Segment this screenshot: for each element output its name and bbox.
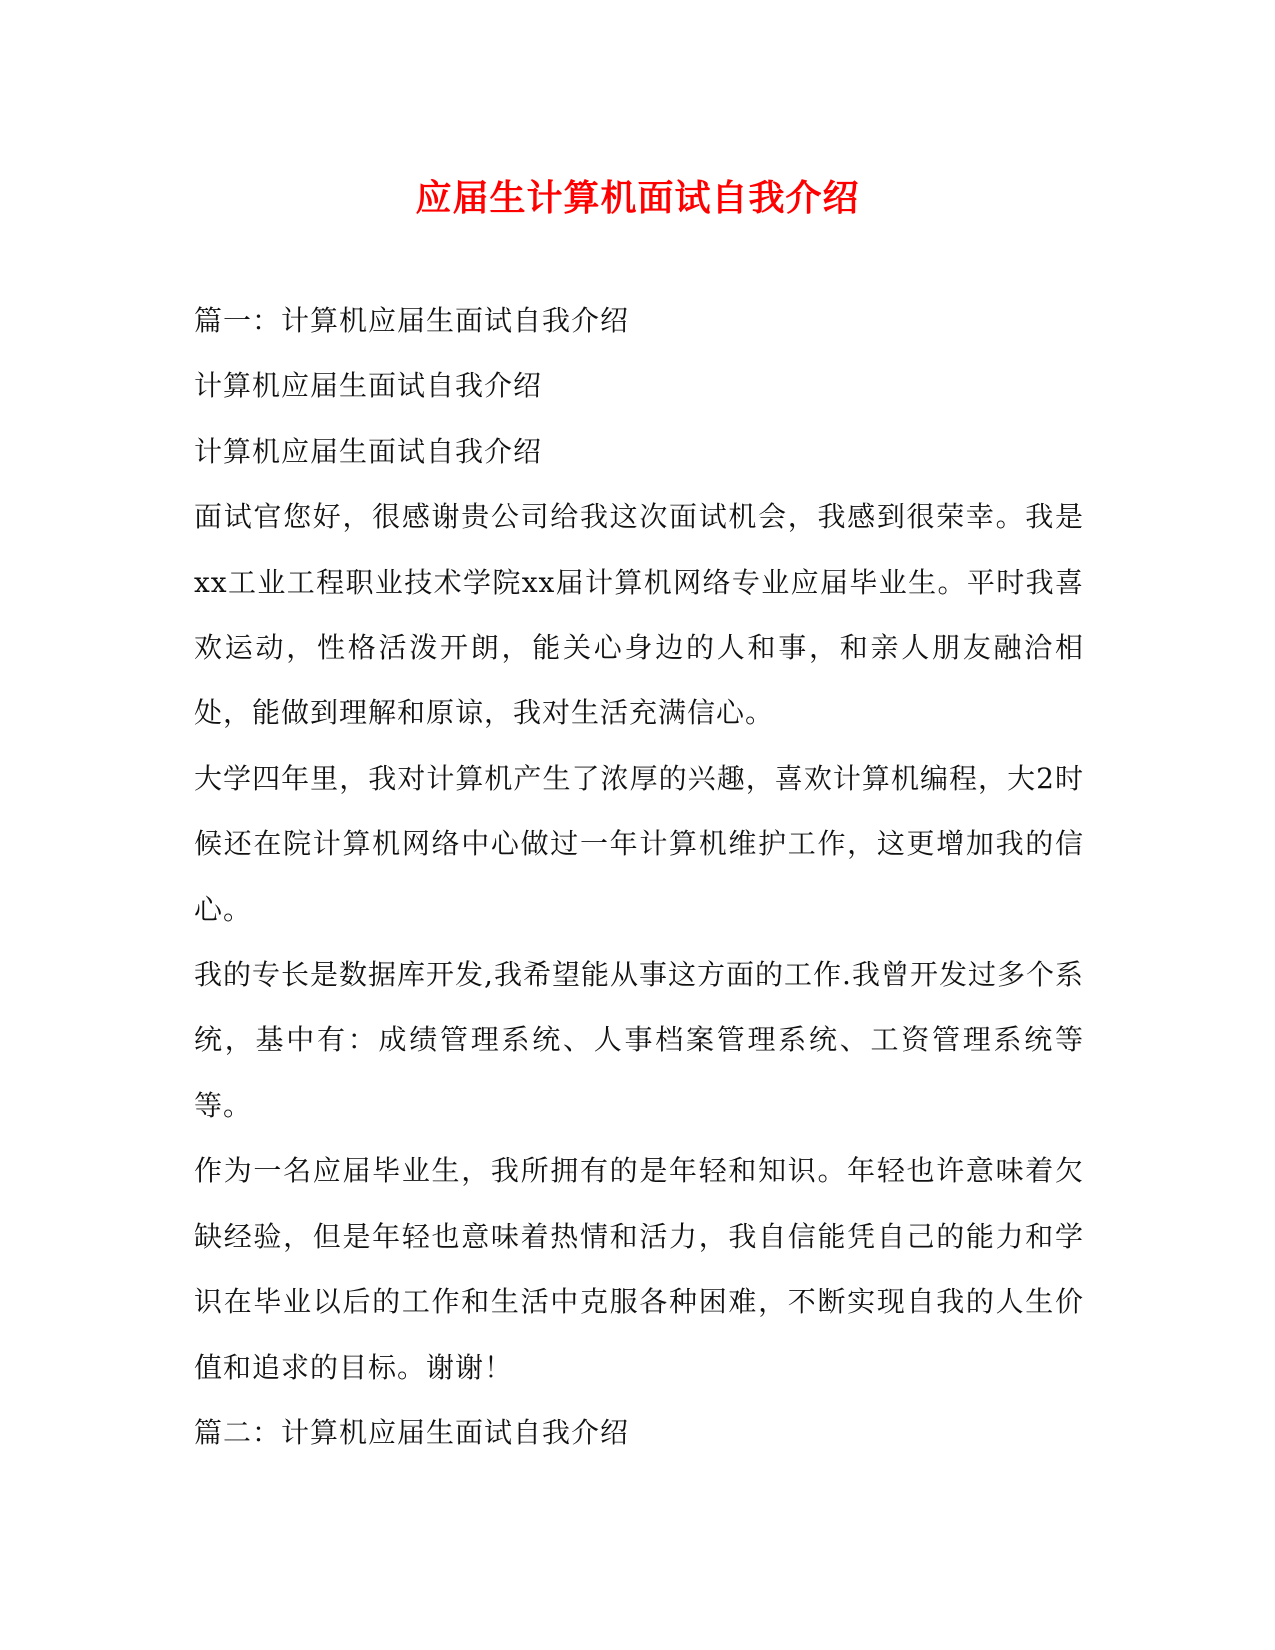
subheading: 计算机应届生面试自我介绍 — [194, 369, 543, 403]
subheading: 计算机应届生面试自我介绍 — [194, 434, 543, 468]
body-paragraph: 面试官您好，很感谢贵公司给我这次面试机会，我感到很荣幸。我是xx工业工程职业技术学院xx届计算机网络专业应届毕业生。平时我喜欢运动，性格活泼开朗，能关心身边的人和事，和亲人朋友融洽相处，能做到理解和原谅，我对生活充满信心。 — [194, 500, 1084, 730]
document-body — [194, 288, 1084, 1465]
body-paragraph: 大学四年里，我对计算机产生了浓厚的兴趣，喜欢计算机编程，大2时候还在院计算机网络中心做过一年计算机维护工作，这更增加我的信心。 — [194, 761, 1084, 926]
body-paragraph: 作为一名应届毕业生，我所拥有的是年轻和知识。年轻也许意味着欠缺经验，但是年轻也意味着热情和活力，我自信能凭自己的能力和学识在毕业以后的工作和生活中克服各种困难，不断实现自我的人生价值和追求的目标。谢谢！ — [194, 1154, 1084, 1384]
section-heading-1: 篇一：计算机应届生面试自我介绍 — [194, 304, 630, 337]
document-title: 应届生计算机面试自我介绍 — [415, 177, 860, 219]
body-paragraph: 我的专长是数据库开发,我希望能从事这方面的工作.我曾开发过多个系统，基中有：成绩管理系统、人事档案管理系统、工资管理系统等等。 — [194, 958, 1084, 1122]
section-heading-2: 篇二：计算机应届生面试自我介绍 — [194, 1415, 630, 1449]
